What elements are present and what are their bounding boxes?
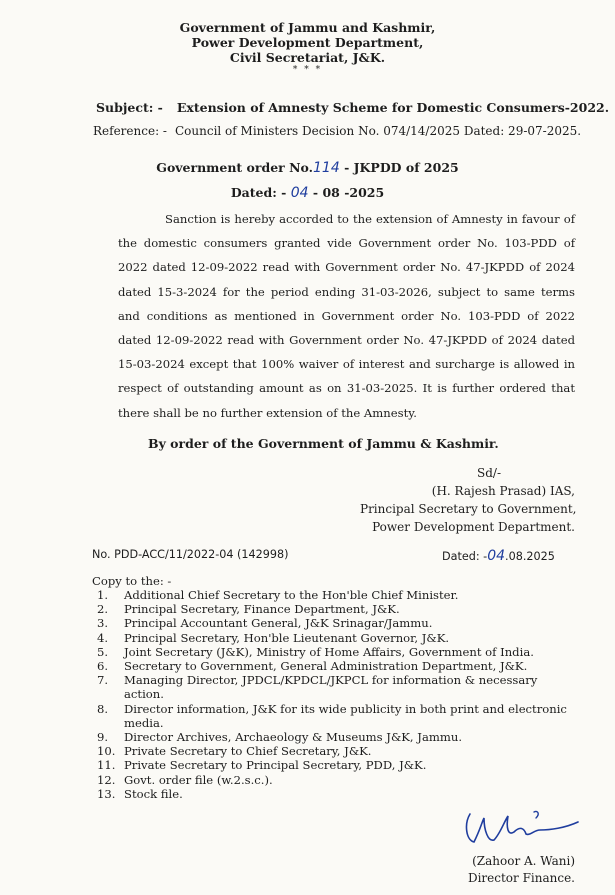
- reference-line: [93, 124, 581, 138]
- copy-to-item-text: Secretary to Government, General Administration Department, J&K.: [124, 659, 528, 674]
- copy-to-item-text: Joint Secretary (J&K), Ministry of Home Affairs, Government of India.: [124, 644, 534, 659]
- signatory-name: (H. Rajesh Prasad) IAS,: [431, 484, 575, 498]
- copy-to-item-text: Director information, J&K for its wide publicity in both print and electronic media.: [124, 701, 567, 730]
- copy-to-item-number: 9.: [97, 730, 109, 745]
- copy-to-item-number: 11.: [97, 758, 116, 773]
- letterhead-line-1: Government of Jammu and Kashmir,: [179, 20, 436, 35]
- copy-to-item-number: 12.: [97, 772, 116, 787]
- letterhead: [0, 20, 615, 75]
- signatory-title-2: Power Development Department.: [372, 520, 575, 534]
- copy-to-item: [97, 602, 577, 616]
- copy-to-item: [97, 758, 577, 772]
- reference-date-day-handwritten: 04: [487, 548, 506, 564]
- reference-date-prefix: Dated: -: [442, 550, 488, 563]
- copy-to-item: [97, 773, 577, 787]
- letterhead-line-2: Power Development Department,: [191, 35, 424, 50]
- copy-to-item-number: 2.: [97, 602, 109, 617]
- signatory-title-1: Principal Secretary to Government,: [360, 502, 577, 516]
- copy-to-item-text: Director Archives, Archaeology & Museums J&K, Jammu.: [124, 730, 463, 745]
- sender-block: [450, 853, 575, 887]
- letterhead-line-3: Civil Secretariat, J&K.: [229, 50, 386, 65]
- copy-to-item-text: Managing Director, JPDCL/KPDCL/JKPCL for information & necessary action.: [124, 673, 538, 702]
- copy-to-item: [97, 673, 577, 701]
- copy-to-item: [97, 616, 577, 630]
- order-date: [0, 185, 615, 201]
- reference-label: Reference: -: [93, 124, 167, 138]
- signatory-block: [360, 464, 575, 536]
- subject-label: Subject: -: [96, 100, 163, 115]
- copy-to-item: [97, 588, 577, 602]
- by-order-line: By order of the Government of Jammu & Kashmir.: [148, 436, 499, 451]
- copy-to-item-text: Additional Chief Secretary to the Hon'ble Chief Minister.: [124, 588, 459, 602]
- signatory-sd: Sd/-: [477, 466, 501, 480]
- order-title: [0, 160, 615, 176]
- copy-to-item: [97, 659, 577, 673]
- subject-text: Extension of Amnesty Scheme for Domestic Consumers-2022.: [176, 100, 610, 115]
- order-date-suffix: - 08 -2025: [308, 185, 385, 200]
- handwritten-signature: [450, 800, 580, 850]
- reference-number: No. PDD-ACC/11/2022-04 (142998): [92, 548, 289, 561]
- copy-to-item-number: 6.: [97, 659, 109, 674]
- copy-to-item: [97, 702, 577, 730]
- copy-to-item-text: Principal Secretary, Finance Department, J&K.: [124, 602, 400, 617]
- copy-to-item-text: Private Secretary to Principal Secretary, PDD, J&K.: [124, 758, 427, 773]
- copy-to-item-number: 1.: [97, 588, 109, 602]
- letterhead-separator: * * *: [292, 65, 323, 75]
- reference-text: Council of Ministers Decision No. 074/14/2025 Dated: 29-07-2025.: [174, 124, 582, 138]
- copy-to-item-text: Govt. order file (w.2.s.c.).: [124, 772, 273, 787]
- order-date-prefix: Dated: -: [230, 185, 291, 200]
- copy-to-item: [97, 787, 577, 801]
- order-title-prefix: Government order No.: [156, 160, 314, 175]
- copy-to-item-number: 4.: [97, 630, 109, 645]
- reference-date-suffix: .08.2025: [505, 550, 555, 563]
- copy-to-item: [97, 744, 577, 758]
- order-title-suffix: - JKPDD of 2025: [339, 160, 459, 175]
- order-body-paragraph: Sanction is hereby accorded to the extension of Amnesty in favour of the domestic consumers granted vide Government order No. 103-PDD of 2022 dated 12-09-2022 read with Government order No. 47-JKPDD of 2024 dated 15-3-2024 for the period ending 31-03-2026, subject to same terms and conditions as mentioned in Government order No. 103-PDD of 2022 dated 12-09-2022 read with Government order No. 47-JKPDD of 2024 dated 15-03-2024 except that 100% waiver of interest and surcharge is allowed in respect of outstanding amount as on 31-03-2025. It is further ordered that there shall be no further extension of the Amnesty.: [118, 212, 575, 420]
- copy-to-item-number: 10.: [97, 744, 116, 759]
- sender-title: Director Finance.: [467, 871, 575, 885]
- copy-to-item-text: Principal Secretary, Hon'ble Lieutenant Governor, J&K.: [124, 630, 450, 645]
- reference-date: [442, 548, 555, 564]
- copy-to-item-number: 8.: [97, 701, 109, 716]
- subject-line: [96, 100, 609, 115]
- copy-to-item: [97, 631, 577, 645]
- copy-to-item-number: 7.: [97, 673, 109, 688]
- copy-to-item-number: 3.: [97, 616, 109, 631]
- copy-to-item: [97, 645, 577, 659]
- copy-to-item-text: Stock file.: [124, 786, 183, 801]
- copy-to-item-text: Private Secretary to Chief Secretary, J&K.: [124, 744, 372, 759]
- copy-to-item-number: 13.: [97, 786, 116, 801]
- copy-to-item: [97, 730, 577, 744]
- copy-to-item-number: 5.: [97, 644, 109, 659]
- order-date-day-handwritten: 04: [290, 185, 309, 201]
- copy-to-item-text: Principal Accountant General, J&K Srinagar/Jammu.: [124, 616, 433, 631]
- copy-to-label: Copy to the: -: [92, 574, 172, 588]
- order-number-handwritten: 114: [313, 160, 340, 176]
- copy-to-list: [97, 588, 577, 801]
- sender-name: (Zahoor A. Wani): [472, 854, 575, 868]
